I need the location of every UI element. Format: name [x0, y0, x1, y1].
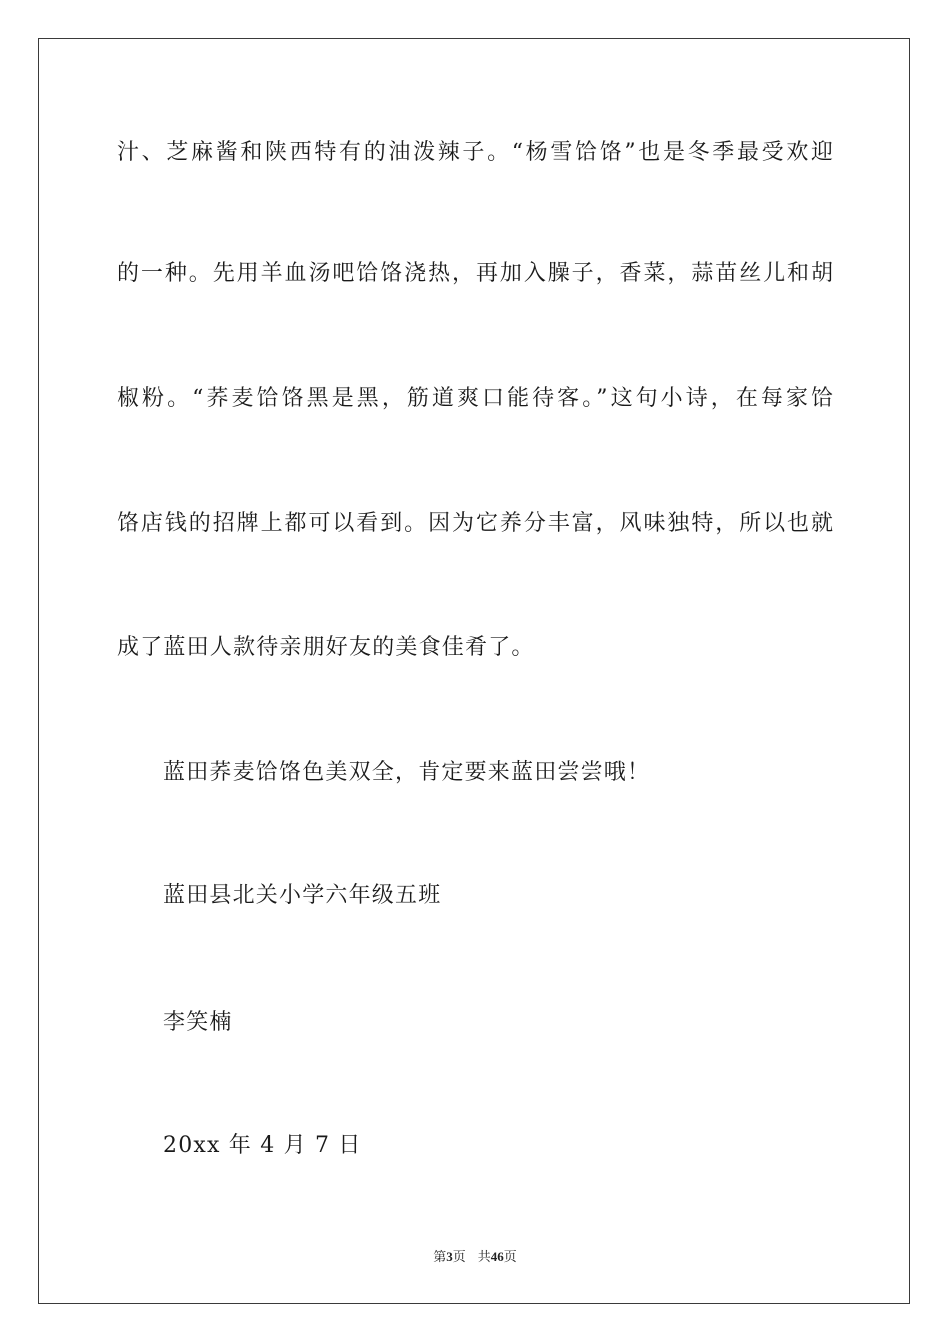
paragraph-line-5: 成了蓝田人款待亲朋好友的美食佳肴了。: [117, 635, 535, 660]
paragraph-line-4: 饹店钱的招牌上都可以看到。因为它养分丰富，风味独特，所以也就: [117, 511, 833, 536]
school-name: 蓝田县北关小学六年级五班: [163, 883, 442, 908]
page-suffix: 页: [452, 1249, 466, 1264]
date-line: 20xx 年 4 月 7 日: [163, 1133, 362, 1158]
page-number: 3: [446, 1249, 453, 1264]
paragraph-line-2: 的一种。先用羊血汤吧饸饹浇热，再加入臊子，香菜，蒜苗丝儿和胡: [117, 261, 833, 286]
closing-line: 蓝田荞麦饸饹色美双全，肯定要来蓝田尝尝哦！: [163, 760, 651, 785]
paragraph-line-1: 汁、芝麻酱和陕西特有的油泼辣子。“杨雪饸饹”也是冬季最受欢迎: [117, 140, 833, 165]
page-footer: [0, 1248, 950, 1266]
page-prefix: 第: [433, 1249, 447, 1264]
page-border: [38, 38, 910, 1304]
author-name: 李笑楠: [163, 1010, 233, 1035]
total-pages: 46: [490, 1249, 504, 1264]
total-prefix: 共: [477, 1249, 491, 1264]
total-suffix: 页: [503, 1249, 517, 1264]
paragraph-line-3: 椒粉。“荞麦饸饹黑是黑，筋道爽口能待客。”这句小诗，在每家饸: [117, 386, 833, 411]
